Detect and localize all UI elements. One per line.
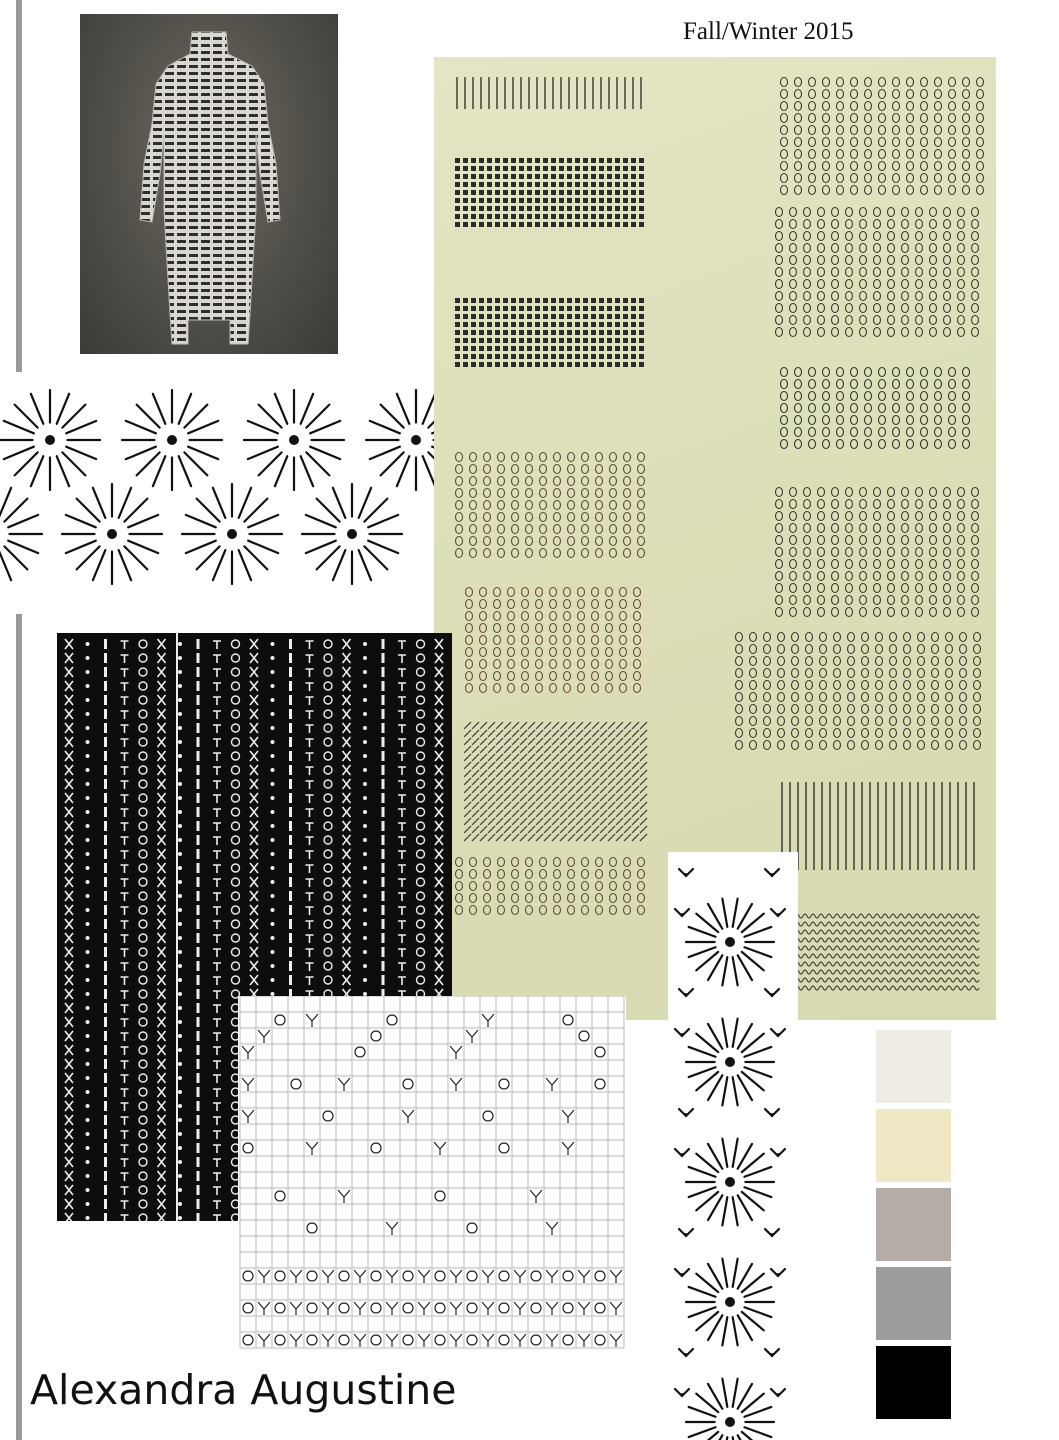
starburst-band — [0, 384, 434, 590]
arrowhead-icon — [765, 869, 779, 876]
arrowhead-icon — [771, 1269, 785, 1276]
stitch-block — [455, 298, 644, 367]
starburst-icon — [62, 484, 162, 584]
arrowhead-icon — [771, 1029, 785, 1036]
arrowhead-icon — [771, 1389, 785, 1396]
starburst-icon — [686, 1019, 774, 1106]
arrowhead-icon — [675, 1149, 689, 1156]
starburst-arrow-pattern — [668, 852, 798, 1440]
starburst-icon — [302, 484, 402, 584]
starburst-icon — [122, 390, 222, 490]
starburst-icon — [182, 484, 282, 584]
color-palette — [876, 1030, 951, 1425]
garment-photo — [80, 14, 338, 354]
starburst-icon — [686, 899, 774, 986]
stitch-block — [455, 158, 644, 227]
starburst-strip — [668, 852, 798, 1440]
stitch-block — [457, 77, 641, 109]
stitch-block — [736, 633, 981, 750]
arrowhead-icon — [675, 1269, 689, 1276]
starburst-icon — [686, 1379, 774, 1440]
palette-swatch-gray — [876, 1267, 951, 1340]
arrowhead-icon — [765, 1349, 779, 1356]
knitting-chart — [238, 996, 626, 1354]
stitch-block — [776, 208, 979, 337]
stitch-block — [781, 368, 970, 449]
arrowhead-icon — [765, 1229, 779, 1236]
stitch-block — [782, 782, 974, 870]
stitch-block — [779, 914, 979, 990]
palette-swatch-taupe — [876, 1188, 951, 1261]
fabric-stripe — [178, 642, 182, 1220]
chart-grid-lines — [240, 996, 624, 1348]
fabric-stripe — [121, 641, 129, 1221]
fabric-stripe — [104, 639, 107, 1221]
arrowhead-icon — [765, 989, 779, 996]
arrowhead-icon — [771, 909, 785, 916]
season-title: Fall/Winter 2015 — [683, 18, 854, 45]
arrowhead-icon — [675, 1389, 689, 1396]
arrowhead-icon — [675, 909, 689, 916]
arrowhead-icon — [679, 1109, 693, 1116]
starburst-icon — [366, 390, 434, 490]
arrowhead-icon — [679, 1229, 693, 1236]
designer-name: Alexandra Augustine — [30, 1366, 457, 1414]
starburst-icon — [686, 1139, 774, 1226]
fabric-stripe — [213, 641, 221, 1221]
fabric-stripe — [139, 640, 147, 1221]
arrowhead-icon — [771, 1149, 785, 1156]
edge-bar-top — [16, 0, 22, 372]
starburst-pattern — [0, 384, 434, 590]
stitch-block — [776, 488, 979, 617]
garment-illustration — [80, 14, 338, 354]
fabric-stripe — [158, 639, 166, 1221]
starburst-icon — [0, 390, 100, 490]
stitch-block — [466, 588, 641, 693]
starburst-icon — [244, 390, 344, 490]
arrowhead-icon — [679, 989, 693, 996]
stitch-block — [781, 78, 984, 195]
fabric-stripe — [197, 639, 200, 1221]
palette-swatch-black — [876, 1346, 951, 1419]
fabric-stripe — [65, 639, 73, 1221]
edge-bar-bottom — [16, 614, 22, 1440]
stitch-block — [456, 453, 645, 558]
arrowhead-icon — [765, 1109, 779, 1116]
palette-swatch-cream — [876, 1109, 951, 1182]
arrowhead-icon — [679, 869, 693, 876]
fabric-stripe — [86, 642, 90, 1220]
arrowhead-icon — [675, 1029, 689, 1036]
starburst-icon — [0, 484, 42, 584]
arrowhead-icon — [679, 1349, 693, 1356]
knitting-chart-grid — [238, 996, 626, 1354]
stitch-block — [464, 722, 647, 841]
stitch-block — [456, 858, 645, 915]
starburst-icon — [686, 1259, 774, 1346]
palette-swatch-ivory — [876, 1030, 951, 1103]
